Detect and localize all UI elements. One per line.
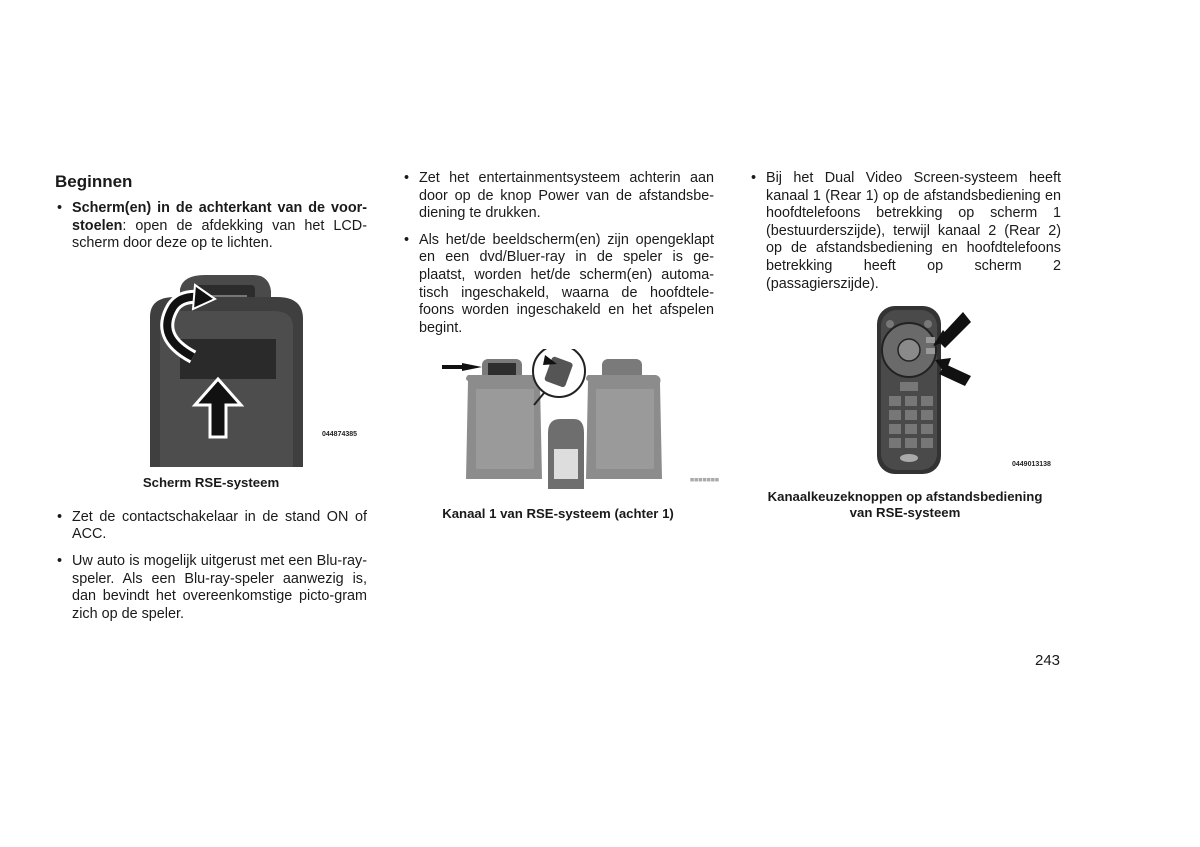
figure-caption: Scherm RSE-systeem (142, 474, 280, 490)
bullet-list-2 (55, 509, 367, 624)
page-number: 243 (1035, 652, 1061, 669)
figure-remote (749, 302, 1061, 477)
list-item-bluray: • Uw auto is mogelijk uitgerust met een Blu-ray-speler. Als een Blu-ray-speler aanwezig is, dan bevindt het overeenkomstige picto-gram zich op de speler. (55, 553, 367, 623)
list-item-text: : open de afdekking van het LCD-scherm door deze op te lichten. (72, 217, 367, 252)
figure-caption: Kanaalkeuzeknoppen op afstandsbediening van RSE-systeem (767, 489, 1043, 521)
figure-caption: Kanaal 1 van RSE-systeem (achter 1) (442, 506, 674, 522)
column-right (749, 170, 1061, 521)
list-item-autostart: • Als het/de beeldscherm(en) zijn opengeklapt en een dvd/Bluer-ray in de speler is ge-plaatst, worden het/de scherm(en) automa-tisch ingeschakeld, waarna de hoofdtele-foons worden ingeschakeld en het afspelen begint. (402, 232, 714, 338)
rear-seats-illustration (402, 349, 714, 494)
column-middle (402, 170, 720, 522)
list-item-ignition: • Zet de contactschakelaar in de stand ON of ACC. (55, 509, 367, 544)
list-item-dual-video: • Bij het Dual Video Screen-systeem heeft kanaal 1 (Rear 1) op de afstandsbediening en hoofdtelefoons betrekking op scherm 1 (bestuurderszijde), terwijl kanaal 2 (Rear 2) op de afstandsbediening en hoofdtelefoons betrekking heeft op scherm 2 (passagierszijde). (749, 170, 1061, 293)
figure-code: 0449013138 (1012, 461, 1051, 469)
figure-headrest-screen (55, 267, 367, 467)
figure-code: 044874385 (322, 430, 358, 438)
bullet-list-4 (749, 170, 1061, 293)
column-left (55, 170, 367, 632)
figure-rear-seats (402, 349, 720, 494)
remote-control-illustration (749, 302, 1061, 477)
list-item-power: • Zet het entertainmentsysteem achterin aan door op de knop Power van de afstandsbe-diening te drukken. (402, 170, 714, 223)
bullet-list-3 (402, 170, 714, 337)
list-item-screens (55, 200, 367, 253)
section-heading: Beginnen (55, 172, 133, 191)
headrest-screen-illustration (55, 267, 367, 467)
list-item-bold-term: Scherm(en) in de achterkant van de voor-stoelen (72, 200, 367, 234)
bullet-list-1 (55, 200, 367, 253)
figure-code: ◼◼◼◼◼◼◼ (690, 477, 720, 484)
